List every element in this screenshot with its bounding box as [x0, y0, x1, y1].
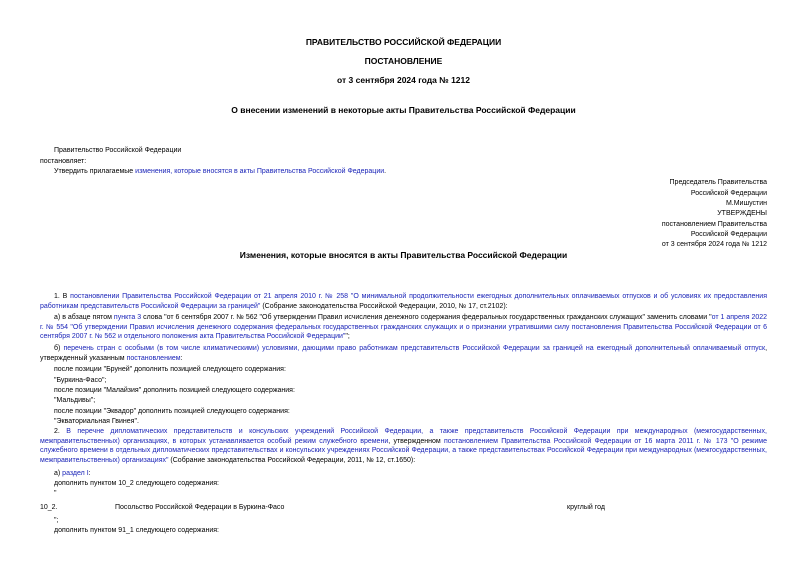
- quote-open: ": [54, 490, 57, 497]
- p2-link-2[interactable]: постановлением Правительства Российской Федерации от 16 марта 2011 г. № 173 "О режиме служебного времени в отдельных дипломатических представительствах и консульских учреждениях Российской Федерации, а также представительствах Российской Федерации при международных (межгосударственных, межправительственных) организациях": [40, 437, 767, 464]
- p1-text-a: 1. В: [54, 293, 71, 300]
- preamble-line-2: постановляет:: [40, 158, 87, 165]
- list-line-4: "Мальдивы";: [54, 397, 96, 404]
- paragraph-a: [40, 313, 767, 342]
- preamble-line-1: Правительство Российской Федерации: [54, 147, 182, 154]
- table-row-name: Посольство Российской Федерации в Буркина-Фасо: [115, 504, 285, 511]
- approval-date: от 3 сентября 2024 года № 1212: [661, 241, 767, 248]
- approval-heading: УТВЕРЖДЕНЫ: [717, 210, 767, 217]
- paragraph-1: [40, 292, 767, 311]
- list-line-3: после позиции "Малайзия" дополнить позицией следующего содержания:: [54, 387, 295, 394]
- doc-type-heading: ПОСТАНОВЛЕНИЕ: [364, 56, 443, 66]
- list-line-1: после позиции "Бруней" дополнить позицией следующего содержания:: [54, 366, 286, 373]
- p1-text-b: (Собрание законодательства Российской Федерации, 2010, № 17, ст.2102):: [260, 302, 508, 310]
- table-row-mode: круглый год: [567, 504, 605, 511]
- pb-text-a: б): [54, 345, 64, 352]
- paragraph-b: [40, 344, 767, 363]
- p2-link-1[interactable]: В перечне дипломатических представительств и консульских учреждений Российской Федерации, а также представительств Российской Федерации при международных (межгосударственных, межправительственных) организациях, в которых устанавливается особый режим служебного времени: [40, 428, 767, 445]
- pa-text-a: а) в абзаце пятом: [54, 314, 114, 321]
- p1-link[interactable]: постановлении Правительства Российской Федерации от 21 апреля 2010 г. № 258 "О минимальной продолжительности ежегодных дополнительных оплачиваемых отпусков и об условиях их предоставления работникам представительств Российской Федерации за границей": [40, 293, 767, 310]
- section-prefix: а): [54, 470, 63, 477]
- approval-line-2: Российской Федерации: [690, 231, 767, 238]
- pa-link-2[interactable]: от 1 апреля 2022 г. № 554 "Об утверждении Правил исчисления денежного содержания федеральных государственных гражданских служащих и о признании утратившими силу постановления Правительства Российской Федерации от 6 сентября 2007 г. № 562 и отдельного положения акта Правительства Российской Федерации": [40, 314, 768, 340]
- list-line-2: "Буркина-Фасо";: [54, 377, 107, 384]
- add-point-line-2: дополнить пунктом 91_1 следующего содержания:: [54, 527, 220, 534]
- pa-text-c: ";: [345, 333, 350, 340]
- pb-text-b: , утвержденный указанным: [40, 345, 768, 362]
- preamble-text: Утвердить прилагаемые: [54, 168, 136, 175]
- changes-title: Изменения, которые вносятся в акты Правительства Российской Федерации: [239, 250, 568, 260]
- paragraph-2: [40, 427, 767, 465]
- signature-name: М.Мишустин: [725, 200, 767, 207]
- pb-link-2[interactable]: постановлением: [126, 354, 181, 362]
- table-row-number: 10_2.: [40, 504, 58, 511]
- approval-line-1: постановлением Правительства: [661, 221, 767, 228]
- list-line-6: "Экваториальная Гвинея".: [54, 418, 139, 425]
- section-colon: :: [88, 470, 91, 477]
- date-number-line: от 3 сентября 2024 года № 1212: [337, 75, 470, 85]
- government-heading: ПРАВИТЕЛЬСТВО РОССИЙСКОЙ ФЕДЕРАЦИИ: [305, 37, 502, 47]
- signature-line-1: Председатель Правительства: [669, 179, 767, 186]
- preamble-period: .: [384, 168, 387, 175]
- changes-link[interactable]: изменения, которые вносятся в акты Правительства Российской Федерации: [135, 168, 385, 175]
- signature-line-2: Российской Федерации: [690, 190, 767, 197]
- p2-text-a: 2.: [54, 428, 67, 435]
- add-point-line-1: дополнить пунктом 10_2 следующего содержания:: [54, 480, 220, 487]
- preamble-line-3: [54, 167, 386, 176]
- section-line: [54, 469, 91, 478]
- pa-link-1[interactable]: пункта 3: [113, 314, 142, 321]
- p2-text-c: (Собрание законодательства Российской Федерации, 2011, № 12, ст.1650):: [168, 456, 416, 464]
- pa-text-b: слова "от 6 сентября 2007 г. № 562 "Об утверждении Правил исчисления денежного содержания федеральных государственных гражданских служащих" заменить словами ": [141, 314, 712, 321]
- quote-close: ";: [54, 517, 59, 524]
- document-title: О внесении изменений в некоторые акты Правительства Российской Федерации: [231, 105, 576, 115]
- pb-link-1[interactable]: перечень стран с особыми (в том числе климатическими) условиями, дающими право работникам представительств Российской Федерации за границей на ежегодный дополнительный оплачиваемый отпуск: [63, 345, 766, 352]
- p2-text-b: , утвержденном: [388, 437, 444, 445]
- section-link[interactable]: раздел I: [62, 470, 89, 477]
- list-line-5: после позиции "Эквадор" дополнить позицией следующего содержания:: [54, 408, 290, 415]
- pb-text-c: :: [180, 354, 183, 362]
